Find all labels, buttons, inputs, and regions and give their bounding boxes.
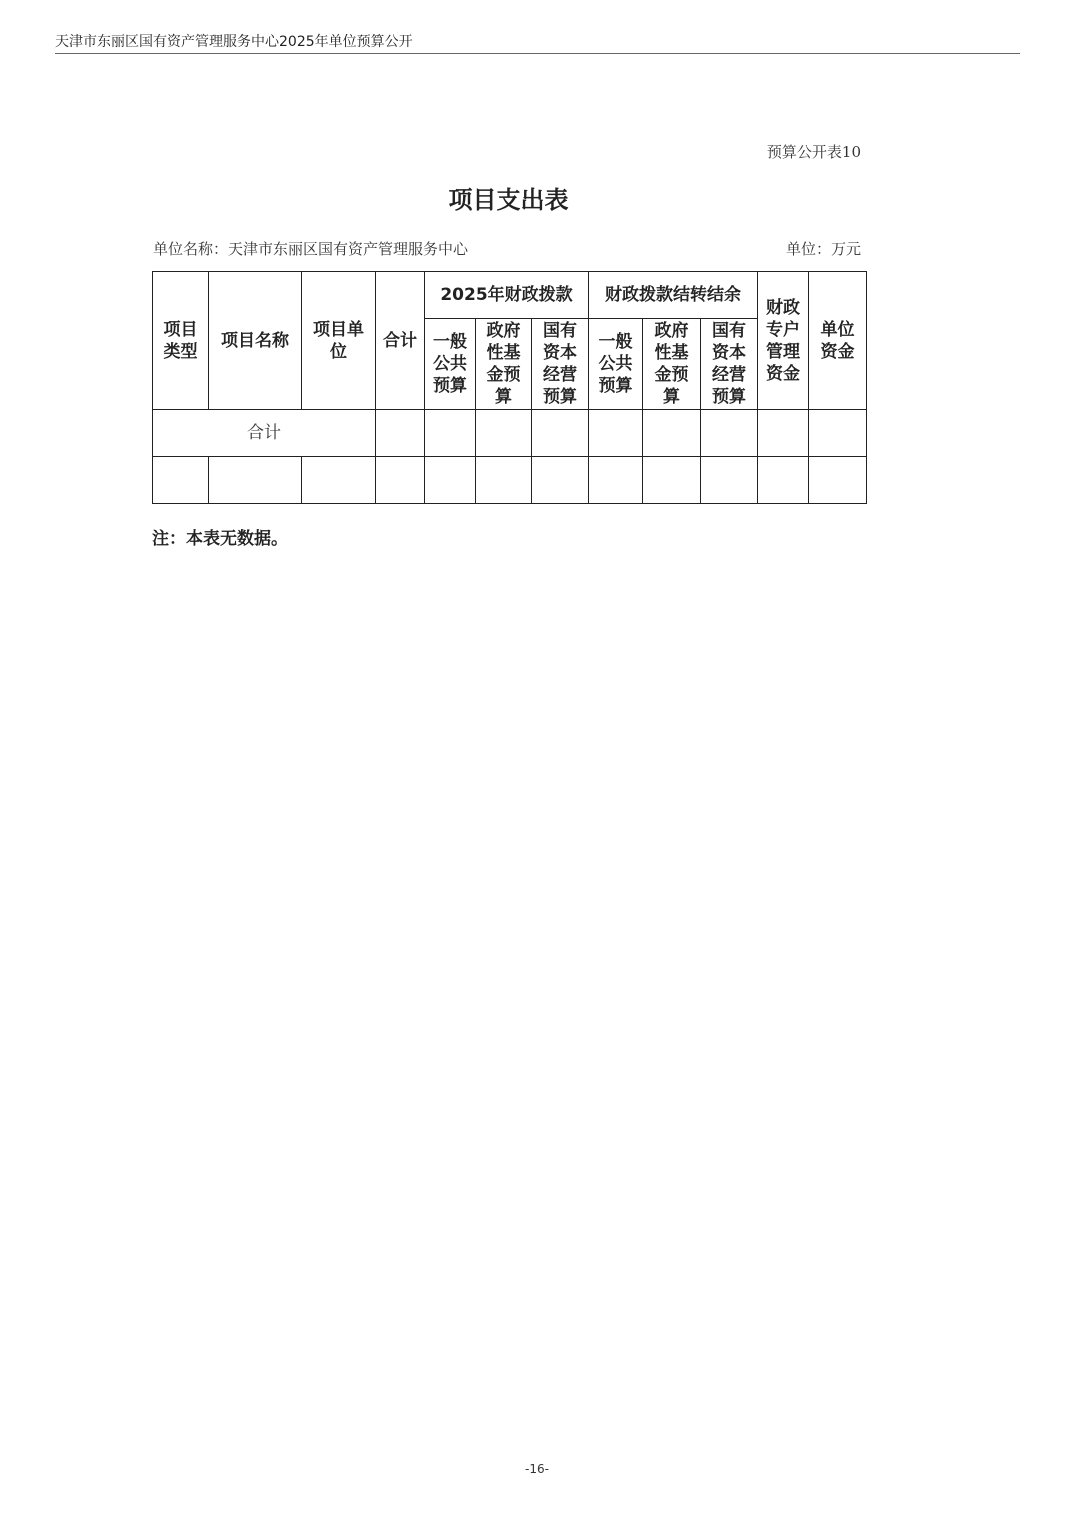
table-cell	[476, 457, 532, 504]
header-total: 合计	[376, 272, 425, 410]
table-note: 注：本表无数据。	[152, 529, 288, 549]
page-title: 项目支出表	[448, 186, 569, 214]
header-unit-funds: 单位资金	[809, 272, 867, 410]
table-number: 预算公开表10	[766, 143, 861, 161]
header-carryover-state-capital-budget: 国有资本经营预算	[701, 319, 758, 410]
table-cell	[425, 457, 476, 504]
table-cell	[701, 410, 758, 457]
header-row	[153, 272, 867, 319]
table-cell	[153, 457, 209, 504]
header-state-capital-budget: 国有资本经营预算	[532, 319, 589, 410]
table-cell	[758, 410, 809, 457]
header-special-account: 财政专户管理资金	[758, 272, 809, 410]
table-cell	[532, 457, 589, 504]
unit-measure: 单位：万元	[785, 240, 861, 258]
table-cell	[589, 410, 643, 457]
header-carryover-gov-fund-budget: 政府性基金预算	[643, 319, 701, 410]
page-number: -16-	[525, 1462, 549, 1476]
table-cell	[376, 457, 425, 504]
project-expenditure-table	[152, 271, 867, 504]
total-row	[153, 410, 867, 457]
header-general-public-budget: 一般公共预算	[425, 319, 476, 410]
table-cell	[758, 457, 809, 504]
header-gov-fund-budget: 政府性基金预算	[476, 319, 532, 410]
header-project-name: 项目名称	[209, 272, 302, 410]
unit-name: 单位名称：天津市东丽区国有资产管理服务中心	[153, 240, 469, 258]
header-carryover-general-public-budget: 一般公共预算	[589, 319, 643, 410]
table-cell	[376, 410, 425, 457]
header-carryover: 财政拨款结转结余	[589, 272, 758, 319]
header-project-unit: 项目单位	[302, 272, 376, 410]
table-cell	[532, 410, 589, 457]
table-cell	[809, 410, 867, 457]
table-cell	[589, 457, 643, 504]
table-cell	[643, 410, 701, 457]
table-row	[153, 457, 867, 504]
table-cell	[476, 410, 532, 457]
header-project-type: 项目类型	[153, 272, 209, 410]
table-cell	[425, 410, 476, 457]
total-row-label: 合计	[153, 410, 376, 457]
table-cell	[302, 457, 376, 504]
table-cell	[809, 457, 867, 504]
header-divider	[55, 53, 1020, 54]
running-header: 天津市东丽区国有资产管理服务中心2025年单位预算公开	[55, 34, 413, 50]
header-fiscal-2025: 2025年财政拨款	[425, 272, 589, 319]
table-cell	[701, 457, 758, 504]
table-cell	[643, 457, 701, 504]
table-cell	[209, 457, 302, 504]
